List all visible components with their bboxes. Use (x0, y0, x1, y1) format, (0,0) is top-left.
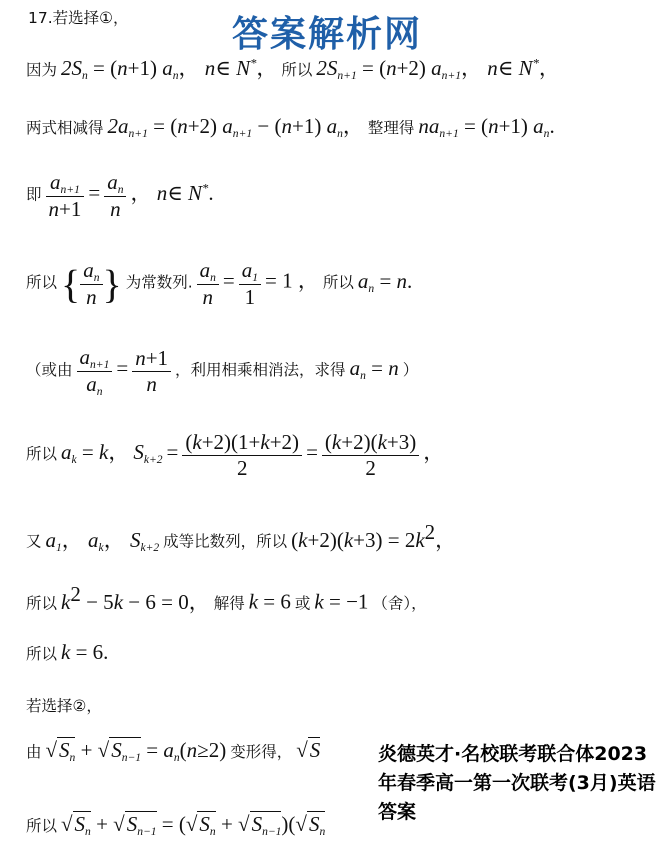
line-3: 即 $\frac{a_{n+1}}{n+1}$ = $\frac{a_n}{n}$ ， n∈ N*. (26, 170, 214, 222)
text-constant-seq: 为常数列. (125, 273, 193, 292)
text-telescoping: ，利用相乘相消法，求得 (175, 361, 346, 380)
fraction: $\frac{a_{n+1}}{n+1}$ (46, 170, 85, 222)
fraction: $\frac{a_1}{1}$ (239, 258, 261, 310)
line-5: （或由 $\frac{a_{n+1}}{a_n}$ = $\frac{n+1}{n}$ ，利用相乘相消法，求得 $a_n = n$ ） (26, 345, 419, 399)
text-subtract: 两式相减得 (26, 119, 104, 137)
text-so: 所以 (26, 594, 58, 613)
text-so: 所以 (281, 61, 313, 79)
formula: $2a_{n+1} = (n+2) a_{n+1} - (n+1)$ $a_n$， (107, 114, 364, 141)
text-solve: 解得 (213, 594, 245, 613)
text-transform: 变形得， (230, 743, 293, 761)
formula: $2S_{n+1} = (n+2)$ $a_{n+1}$， n∈ N*， (316, 56, 560, 83)
watermark-logo: 答案解析网 (232, 14, 423, 55)
text-so: 所以 (26, 645, 58, 663)
fraction: $\frac{n+1}{n}$ (132, 346, 171, 397)
line-9: 所以 k = 6. (26, 640, 109, 664)
text-geometric: 成等比数列，所以 (163, 532, 288, 551)
line-2 (26, 110, 555, 140)
text-simplify: 整理得 (367, 119, 415, 137)
formula: $na_{n+1} = (n+1)$ $a_n$. (418, 114, 555, 141)
fraction: $\frac{(k+2)(k+3)}{2}$ (322, 430, 419, 481)
line-6: 所以 $a_k = k$， $S_{k+2}$ = $\frac{(k+2)(1+k+2)}{2}$ = $\frac{(k+2)(k+3)}{2}$ ， (26, 430, 445, 480)
fraction: $\frac{a_n}{n}$ (197, 258, 219, 310)
text-from: 由 (26, 743, 42, 761)
line-8: 所以 $k^2 - 5k - 6 = 0$， 解得 k = 6 或 k = −1 （舍）， (26, 582, 427, 614)
line-11: 由 $√S_n + √S_{n-1} = a_n(n\ge 2)$ 变形得， √S (26, 738, 321, 765)
text-because: 因为 (26, 61, 58, 79)
text-also: 又 (26, 532, 42, 551)
text-namely: 即 (26, 185, 42, 204)
text-so: 所以 (322, 273, 354, 292)
line-1 (26, 52, 560, 82)
line-12: 所以 $√S_n + √S_{n-1} = (√S_n + √S_{n-1})(√S_n$ (26, 812, 326, 839)
text-discard: （舍）， (372, 594, 427, 613)
text-so: 所以 (26, 817, 58, 835)
text-so: 所以 (26, 273, 58, 292)
text-so: 所以 (26, 445, 58, 464)
choice-2-label: 若选择②， (26, 697, 102, 715)
text-or-by: （或由 (26, 361, 73, 380)
fraction: $\frac{(k+2)(1+k+2)}{2}$ (182, 430, 302, 481)
formula: $2S_n = (n+1)$ $a_n$， n∈ N*， (61, 56, 278, 83)
line-4: 所以 { $\frac{a_n}{n}$ } 为常数列. $\frac{a_n}{n}$ = $\frac{a_1}{1}$ = 1 ， 所以 $a_n = n$. (26, 258, 413, 310)
text-close-paren: ） (402, 361, 419, 380)
line-7: 又 $a_1$， $a_k$， $S_{k+2}$ 成等比数列，所以 $(k+2)(k+3) = 2k^2$， (26, 520, 457, 554)
footer-stamp: 炎德英才·名校联考联合体2023年春季高一第一次联考(3月)英语答案 (378, 740, 657, 827)
fraction: $\frac{a_n}{n}$ (80, 258, 102, 310)
text-or: 或 (294, 594, 311, 613)
problem-label: 17.若选择①， (28, 9, 129, 27)
fraction: $\frac{a_n}{n}$ (104, 170, 126, 222)
fraction: $\frac{a_{n+1}}{a_n}$ (77, 345, 113, 398)
